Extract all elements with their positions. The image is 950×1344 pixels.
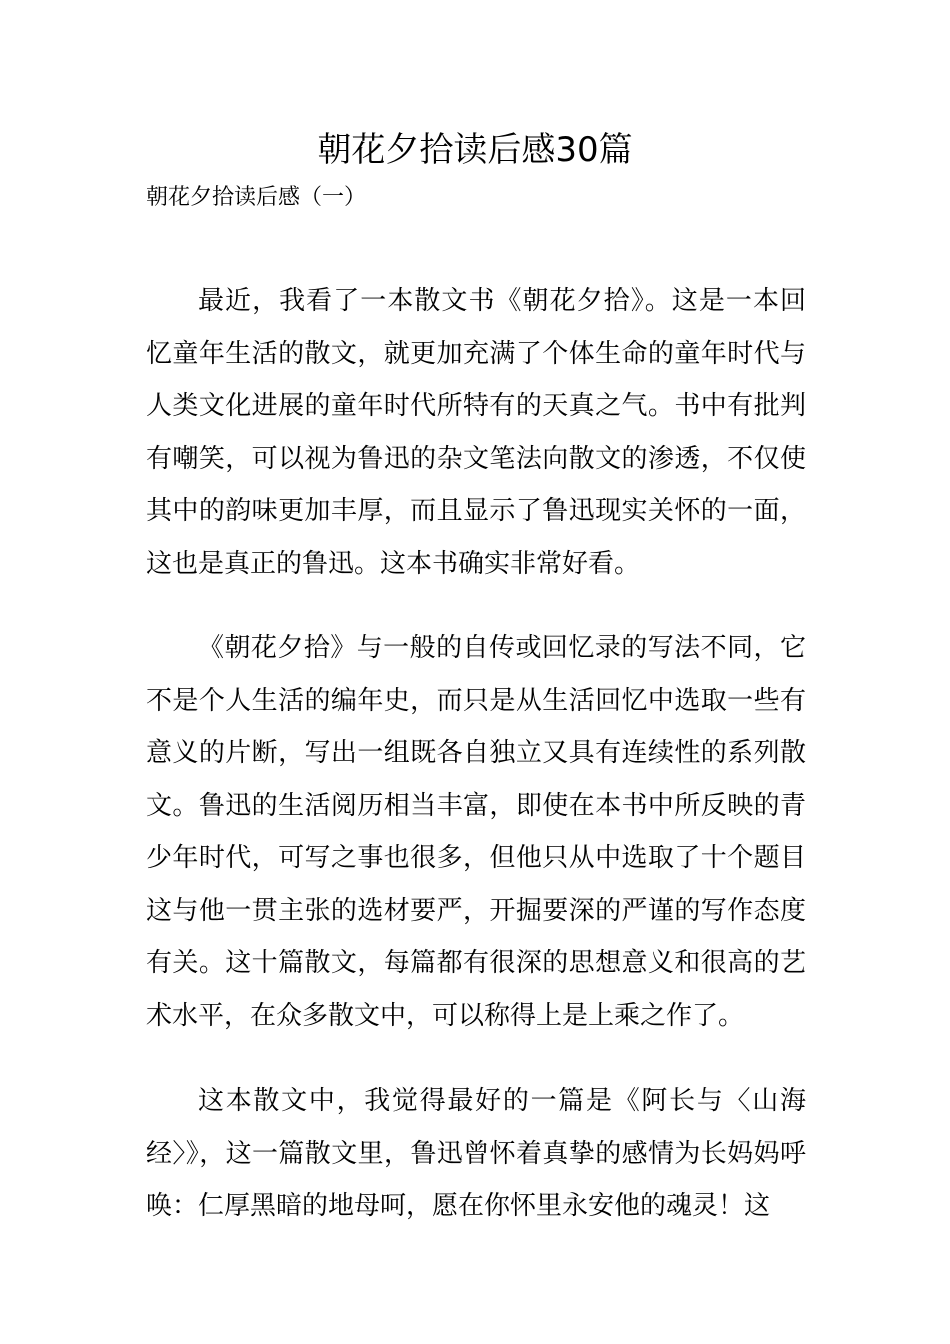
section-heading: 朝花夕拾读后感（一） <box>146 185 367 210</box>
document-title: 朝花夕拾读后感30篇 <box>317 130 633 170</box>
paragraph-1: 最近，我看了一本散文书《朝花夕拾》。这是一本回忆童年生活的散文，就更加充满了个体生命的童年时代与人类文化进展的童年时代所特有的天真之气。书中有批判有嘲笑，可以视为鲁迅的杂文笔法向散文的渗透，不仅使其中的韵味更加丰厚，而且显示了鲁迅现实关怀的一面，这也是真正的鲁迅。这本书确实非常好看。 <box>146 286 806 579</box>
paragraph-3: 这本散文中，我觉得最好的一篇是《阿长与〈山海经〉》，这一篇散文里，鲁迅曾怀着真挚的感情为长妈妈呼唤：仁厚黑暗的地母呵，愿在你怀里永安他的魂灵！这 <box>146 1086 806 1221</box>
paragraph-2: 《朝花夕拾》与一般的自传或回忆录的写法不同，它不是个人生活的编年史，而只是从生活回忆中选取一些有意义的片断，写出一组既各自独立又具有连续性的系列散文。鲁迅的生活阅历相当丰富，即使在本书中所反映的青少年时代，可写之事也很多，但他只从中选取了十个题目这与他一贯主张的选材要严，开掘要深的严谨的写作态度有关。这十篇散文，每篇都有很深的思想意义和很高的艺术水平，在众多散文中，可以称得上是上乘之作了。 <box>146 633 806 1031</box>
